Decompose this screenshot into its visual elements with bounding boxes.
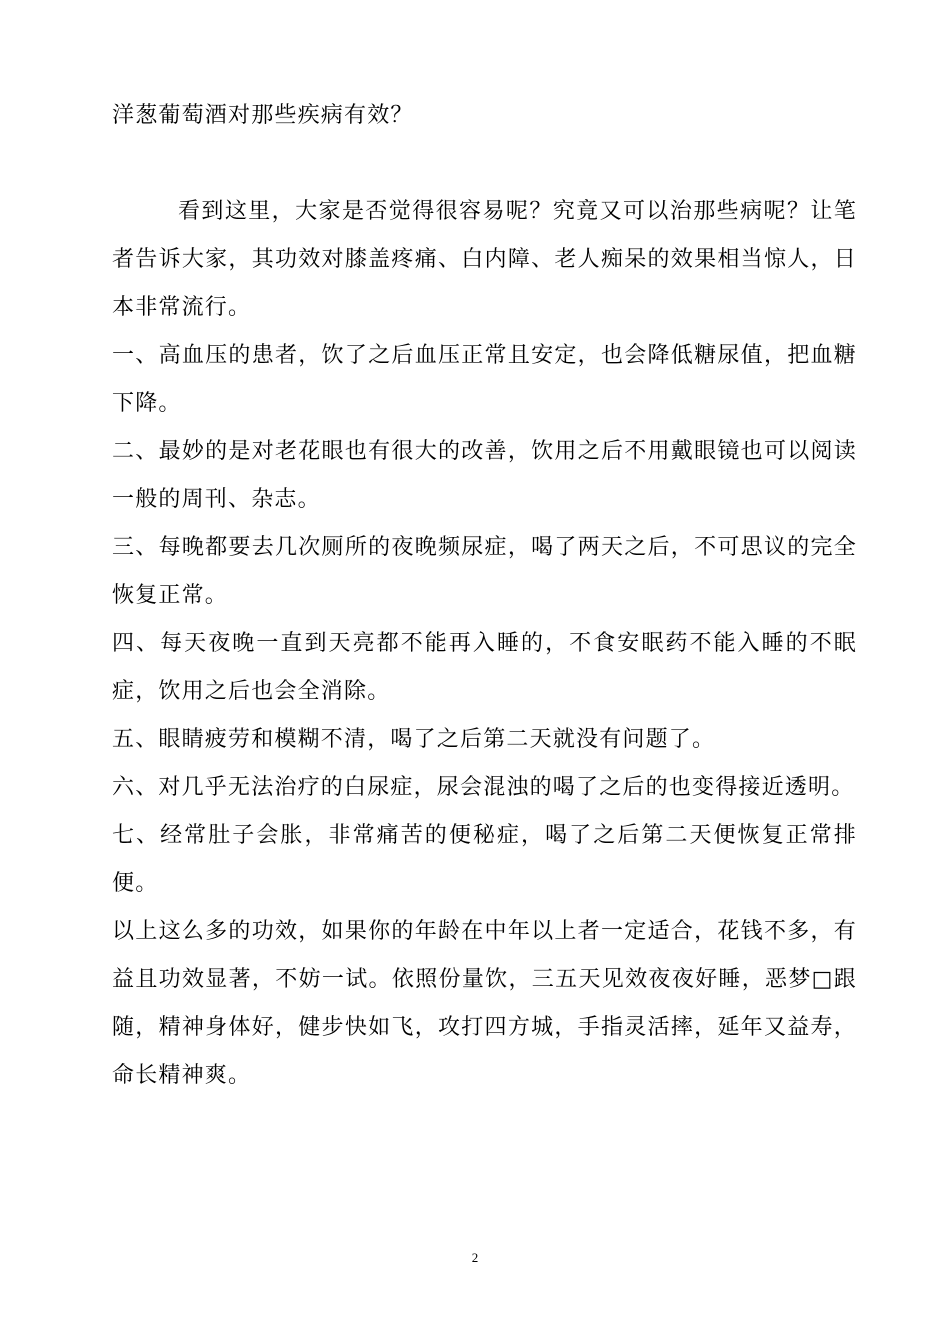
list-item-6: 六、对几乎无法治疗的白尿症，尿会混浊的喝了之后的也变得接近透明。 [112, 775, 855, 800]
intro-paragraph: 看到这里，大家是否觉得很容易呢？究竟又可以治那些病呢？让笔者告诉大家，其功效对膝盖疼痛、白内障、老人痴呆的效果相当惊人，日本非常流行。 [112, 199, 857, 320]
list-item-2: 二、最妙的是对老花眼也有很大的改善，饮用之后不用戴眼镜也可以阅读一般的周刊、杂志。 [112, 439, 857, 512]
list-item-7: 七、经常肚子会胀，非常痛苦的便秘症，喝了之后第二天便恢复正常排便。 [112, 823, 857, 896]
section-heading: 洋葱葡萄酒对那些疾病有效？ [112, 103, 414, 128]
page-number: 2 [471, 1250, 479, 1265]
conclusion-paragraph: 以上这么多的功效，如果你的年龄在中年以上者一定适合，花钱不多，有益且功效显著，不妨一试。依照份量饮，三五天见效夜夜好睡，恶梦□跟随，精神身体好，健步快如飞，攻打四方城，手指灵活摔，延年又益寿，命长精神爽。 [112, 919, 857, 1088]
list-item-3: 三、每晚都要去几次厕所的夜晚频尿症，喝了两天之后，不可思议的完全恢复正常。 [112, 535, 857, 608]
list-item-5: 五、眼睛疲劳和模糊不清，喝了之后第二天就没有问题了。 [112, 727, 716, 752]
blank-line [112, 140, 857, 188]
list-item-4: 四、每天夜晚一直到天亮都不能再入睡的，不食安眠药不能入睡的不眠症，饮用之后也会全消除。 [112, 631, 857, 704]
list-item-1: 一、高血压的患者，饮了之后血压正常且安定，也会降低糖尿值，把血糖下降。 [112, 343, 857, 416]
document-body [112, 92, 857, 1100]
